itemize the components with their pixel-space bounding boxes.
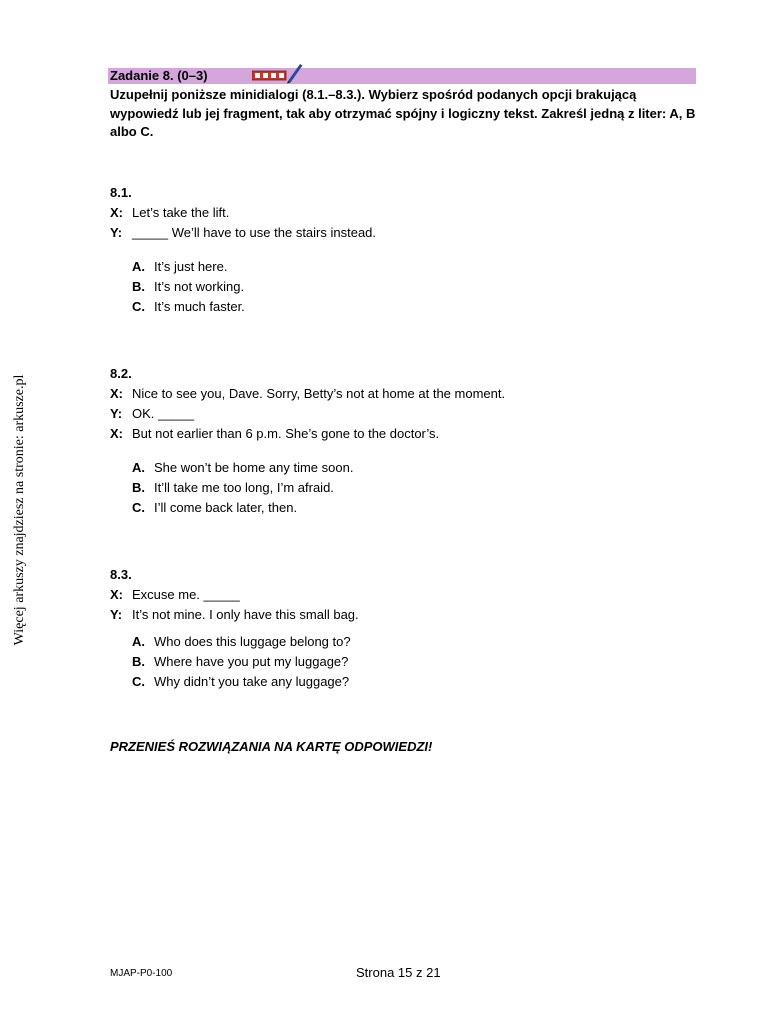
option-text: It’s not working. xyxy=(154,279,245,294)
answer-options xyxy=(132,257,670,317)
dialogue-text: But not earlier than 6 p.m. She’s gone to the doctor’s. xyxy=(132,426,440,441)
item-label: 8.1. xyxy=(110,185,132,200)
task-title: Zadanie 8. (0–3) xyxy=(110,68,208,83)
option-letter: C. xyxy=(132,500,145,515)
dialogue-8-1 xyxy=(110,183,670,317)
item-label: 8.2. xyxy=(110,366,132,381)
dialogue-line xyxy=(110,384,670,404)
option-a[interactable] xyxy=(132,458,670,478)
dialogue-line xyxy=(110,203,670,223)
option-letter: B. xyxy=(132,480,145,495)
dialogue-text: Excuse me. _____ xyxy=(132,587,240,602)
speaker-label: X: xyxy=(110,386,123,401)
speaker-label: X: xyxy=(110,587,123,602)
option-letter: A. xyxy=(132,634,145,649)
option-text: Where have you put my luggage? xyxy=(154,654,349,669)
dialogue-text: Nice to see you, Dave. Sorry, Betty’s not at home at the moment. xyxy=(132,386,506,401)
option-text: Why didn’t you take any luggage? xyxy=(154,674,350,689)
option-b[interactable] xyxy=(132,652,670,672)
speaker-label: X: xyxy=(110,205,123,220)
option-c[interactable] xyxy=(132,297,670,317)
task-instruction: Uzupełnij poniższe minidialogi (8.1.–8.3.). Wybierz spośród podanych opcji brakującą wypowiedź lub jej fragment, tak aby otrzymać spójny i logiczny tekst. Zakreśl jedną z liter: A, B albo C. xyxy=(110,87,696,139)
dialogue-line xyxy=(110,404,670,424)
dialogue-line xyxy=(110,424,670,444)
footer-code: MJAP-P0-100 xyxy=(110,968,173,979)
speaker-label: Y: xyxy=(110,225,123,240)
option-letter: A. xyxy=(132,460,145,475)
option-text: It’s just here. xyxy=(154,259,228,274)
speaker-label: Y: xyxy=(110,607,123,622)
answer-options xyxy=(132,458,670,518)
option-letter: B. xyxy=(132,279,145,294)
option-a[interactable] xyxy=(132,632,670,652)
pencil-icon xyxy=(252,62,304,84)
side-watermark-text: Więcej arkuszy znajdziesz na stronie: arkusze.pl xyxy=(12,374,27,646)
dialogue-text: OK. _____ xyxy=(132,406,195,421)
dialogue-text: _____ We’ll have to use the stairs instead. xyxy=(132,225,377,240)
option-c[interactable] xyxy=(132,672,670,692)
task-header xyxy=(108,68,696,84)
dialogue-line xyxy=(110,585,670,605)
option-text: I’ll come back later, then. xyxy=(154,500,298,515)
option-letter: B. xyxy=(132,654,145,669)
option-letter: A. xyxy=(132,259,145,274)
option-text: It’ll take me too long, I’m afraid. xyxy=(154,480,334,495)
dialogue-8-2 xyxy=(110,364,670,518)
option-c[interactable] xyxy=(132,498,670,518)
dialogue-text: Let’s take the lift. xyxy=(132,205,230,220)
answer-options xyxy=(132,632,670,692)
option-letter: C. xyxy=(132,674,145,689)
option-a[interactable] xyxy=(132,257,670,277)
dialogue-line xyxy=(110,223,670,243)
option-text: It’s much faster. xyxy=(154,299,245,314)
option-b[interactable] xyxy=(132,478,670,498)
option-text: She won’t be home any time soon. xyxy=(154,460,354,475)
option-letter: C. xyxy=(132,299,145,314)
transfer-note: PRZENIEŚ ROZWIĄZANIA NA KARTĘ ODPOWIEDZI! xyxy=(110,739,433,754)
page-number: Strona 15 z 21 xyxy=(356,965,441,980)
speaker-label: Y: xyxy=(110,406,123,421)
speaker-label: X: xyxy=(110,426,123,441)
option-b[interactable] xyxy=(132,277,670,297)
dialogue-8-3 xyxy=(110,565,670,692)
dialogue-line xyxy=(110,605,670,625)
item-label: 8.3. xyxy=(110,567,132,582)
dialogue-text: It’s not mine. I only have this small bag. xyxy=(132,607,359,622)
option-text: Who does this luggage belong to? xyxy=(154,634,351,649)
